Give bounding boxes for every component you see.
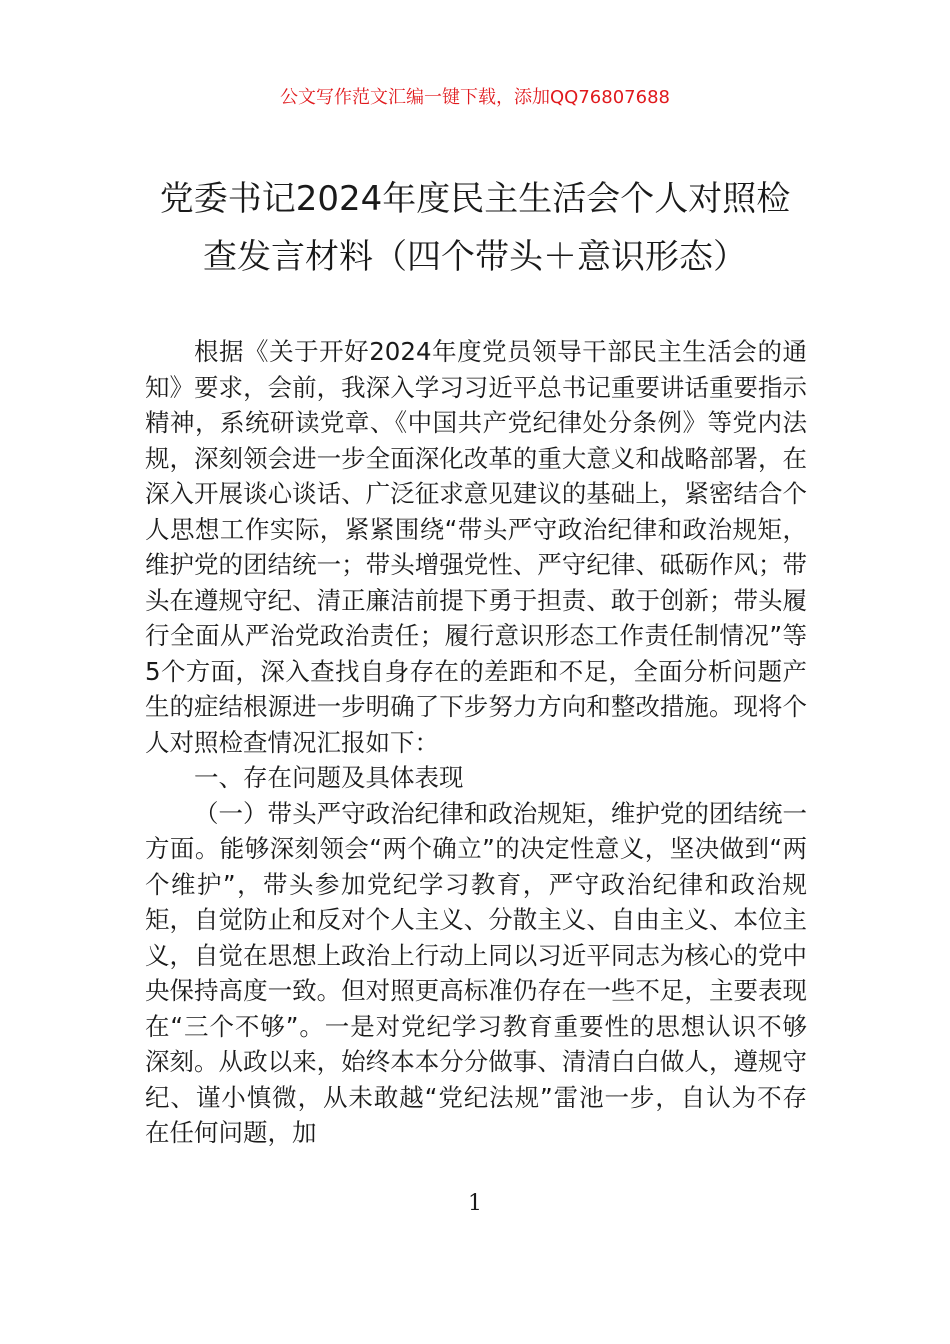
section-paragraph: （一）带头严守政治纪律和政治规矩，维护党的团结统一方面。能够深刻领会“两个确立”的决定性意义，坚决做到“两个维护”，带头参加党纪学习教育，严守政治纪律和政治规矩，自觉防止和反对个人主义、分散主义、自由主义、本位主义，自觉在思想上政治上行动上同以习近平同志为核心的党中央保持高度一致。但对照更高标准仍存在一些不足，主要表现在“三个不够”。一是对党纪学习教育重要性的思想认识不够深刻。从政以来，始终本本分分做事、清清白白做人，遵规守纪、谨小慎微，从未敢越“党纪法规”雷池一步，自认为不存在任何问题，加 xyxy=(145,798,807,1147)
promo-banner: 公文写作范文汇编一键下载，添加QQ76807688 xyxy=(280,87,670,108)
document-body xyxy=(145,334,807,1151)
document-title xyxy=(120,170,830,286)
page-number: 1 xyxy=(468,1191,482,1216)
intro-paragraph: 根据《关于开好2024年度党员领导干部民主生活会的通知》要求，会前，我深入学习习近平总书记重要讲话重要指示精神，系统研读党章、《中国共产党纪律处分条例》等党内法规，深刻领会进一步全面深化改革的重大意义和战略部署，在深入开展谈心谈话、广泛征求意见建议的基础上，紧密结合个人思想工作实际，紧紧围绕“带头严守政治纪律和政治规矩，维护党的团结统一；带头增强党性、严守纪律、砥砺作风；带头在遵规守纪、清正廉洁前提下勇于担责、敢于创新；带头履行全面从严治党政治责任；履行意识形态工作责任制情况”等5个方面，深入查找自身存在的差距和不足，全面分析问题产生的症结根源进一步明确了下步努力方向和整改措施。现将个人对照检查情况汇报如下： xyxy=(145,337,807,757)
title-line-1: 党委书记2024年度民主生活会个人对照检 xyxy=(159,179,791,219)
title-line-2: 查发言材料（四个带头＋意识形态） xyxy=(203,237,747,277)
section-heading: 一、存在问题及具体表现 xyxy=(194,763,464,792)
